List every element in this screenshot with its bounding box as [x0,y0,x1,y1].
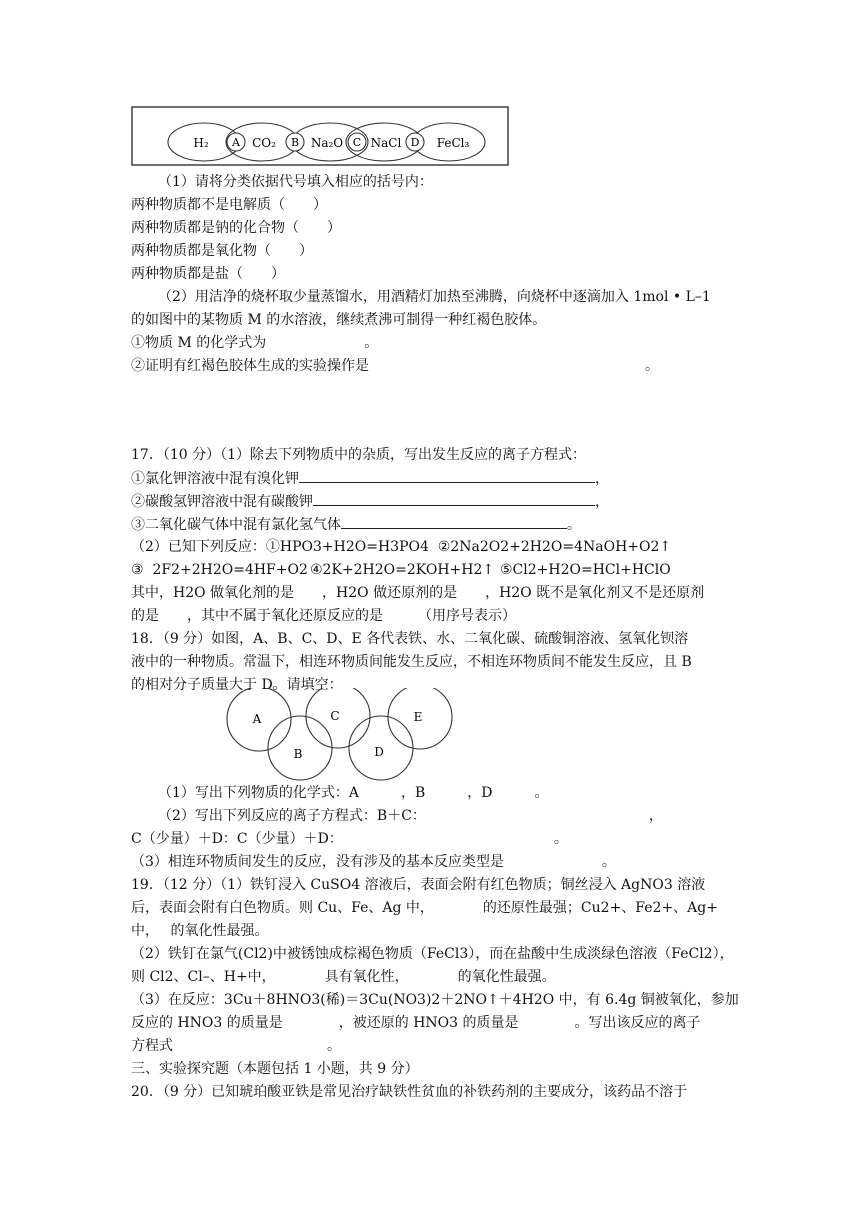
classification-diagram [131,104,511,174]
item-co2: CO₂ [252,136,276,150]
q18-part2-text: （2）写出下列反应的离子方程式：B＋C： [158,808,419,824]
item-fecl3: FeCl₃ [436,136,470,150]
q16-proof-line [131,356,659,376]
q16-row-salt: 两种物质都是盐（ ） [131,266,285,282]
q17-part2-question1: 其中，H2O 做氧化剂的是 ，H2O 做还原剂的是 ，H2O 既不是氧化剂又不是还原剂 [131,585,705,601]
q16-part2-line1: （2）用洁净的烧杯取少量蒸馏水，用酒精灯加热至沸腾，向烧杯中逐滴加入 1mol • L–1 [158,289,711,305]
q18-part2-end: ， [648,808,663,824]
q17-item-b-comma: ， [595,494,609,510]
section3-heading: 三、实验探究题（本题包括 1 小题，共 9 分） [131,1061,419,1077]
ring-label-d: D [374,745,384,759]
q16-proof-end: 。 [645,358,659,374]
code-c: C [352,136,362,149]
q17-answer-line-a [299,468,595,483]
item-nacl: NaCl [370,136,402,150]
q18-line2: 液中的一种物质。常温下，相连环物质间能发生反应，不相连环物质间不能发生反应，且 B [131,654,692,670]
q16-row-oxide: 两种物质都是氧化物（ ） [131,243,313,259]
q17-reaction-3: ③ 2F2+2H2O=4HF+O2 [131,562,308,578]
q17-part2-head: （2）已知下列反应：①HPO3+H2O=H3PO4 ②2Na2O2+2H2O=4NaOH+O2↑ [131,539,672,555]
ring-label-e: E [413,710,423,724]
q17-item-b [131,491,609,512]
q16-row-sodium-compound: 两种物质都是钠的化合物（ ） [131,220,341,236]
q18-part2b [131,829,568,849]
q18-part1: （1）写出下列物质的化学式：A ，B ，D 。 [158,785,549,801]
q17-item-a-text: ①氯化钾溶液中混有溴化钾 [131,471,299,487]
q18-part2b-end: 。 [553,831,568,847]
q20-line1: 20．（9 分）已知琥珀酸亚铁是常见治疗缺铁性贫血的补铁药剂的主要成分，该药品不溶于 [131,1084,688,1100]
q17-part2-question2: 的是 ，其中不属于氧化还原反应的是 （用序号表示） [131,608,516,624]
q17-item-c [131,514,581,535]
q18-part3: （3）相连环物质间发生的反应，没有涉及的基本反应类型是 。 [131,854,616,870]
ring-label-b: B [293,747,303,761]
q16-part2-line2: 的如图中的某物质 M 的水溶液，继续煮沸可制得一种红褐色胶体。 [131,312,547,328]
item-h2: H₂ [193,136,209,150]
q17-header: 17．（10 分）（1）除去下列物质中的杂质，写出发生反应的离子方程式： [131,447,586,463]
q17-item-a-comma: ， [595,471,609,487]
q18-part2b-text: C（少量）＋D：C（少量）＋D： [131,831,336,847]
q17-item-b-text: ②碳酸氢钾溶液中混有碳酸钾 [131,494,313,510]
q17-reaction-5: ⑤Cl2+H2O=HCl+HClO [500,562,671,578]
q19-line2: 后，表面会附有白色物质。则 Cu、Fe、Ag 中， 的还原性最强；Cu2+、Fe2+、Ag+ [131,900,718,916]
q17-item-a [131,468,609,489]
code-b: B [290,136,300,149]
ring-label-c: C [330,709,340,723]
code-d: D [410,136,420,149]
q19-line4: （2）铁钉在氯气(Cl2)中被锈蚀成棕褐色物质（FeCl3），而在盐酸中生成淡绿色溶液（FeCl2）， [131,946,734,962]
q19-line6: （3）在反应：3Cu＋8HNO3(稀)＝3Cu(NO3)2＋2NO↑＋4H2O 中，有 6.4g 铜被氧化，参加 [131,992,739,1008]
q16-part1-intro: （1）请将分类依据代号填入相应的括号内： [158,174,433,190]
ring-label-a: A [252,712,262,726]
q17-item-c-text: ③二氧化碳气体中混有氯化氢气体 [131,517,341,533]
code-a: A [232,136,240,149]
q18-line1: 18．（9 分）如图，A、B、C、D、E 各代表铁、水、二氧化碳、硫酸铜溶液、氢氧化钡溶 [131,631,689,647]
q17-answer-line-b [313,491,595,506]
q19-line7: 反应的 HNO3 的质量是 ，被还原的 HNO3 的质量是 。写出该反应的离子 [131,1015,701,1031]
q19-line1: 19．（12 分）（1）铁钉浸入 CuSO4 溶液后，表面会附有红色物质；铜丝浸入 AgNO3 溶液 [131,877,706,893]
q17-item-c-period: 。 [567,517,581,533]
q19-line8: 方程式 。 [131,1038,341,1054]
q19-line5: 则 Cl2、Cl–、H+中， 具有氧化性， 的氧化性最强。 [131,969,556,985]
q17-reaction-4: ④2K+2H2O=2KOH+H2↑ [310,562,495,578]
q19-line3: 中， 的氧化性最强。 [131,923,269,939]
q16-row-non-electrolyte: 两种物质都不是电解质（ ） [131,197,327,213]
q18-part2 [158,806,663,826]
q17-answer-line-c [341,514,567,529]
q16-proof-text: ②证明有红褐色胶体生成的实验操作是 [131,358,369,374]
item-na2o: Na₂O [310,136,344,150]
q16-substance-m: ①物质 M 的化学式为 。 [131,335,379,351]
ring-diagram [224,688,472,792]
q18-line3: 的相对分子质量大于 D。请填空： [131,677,343,693]
